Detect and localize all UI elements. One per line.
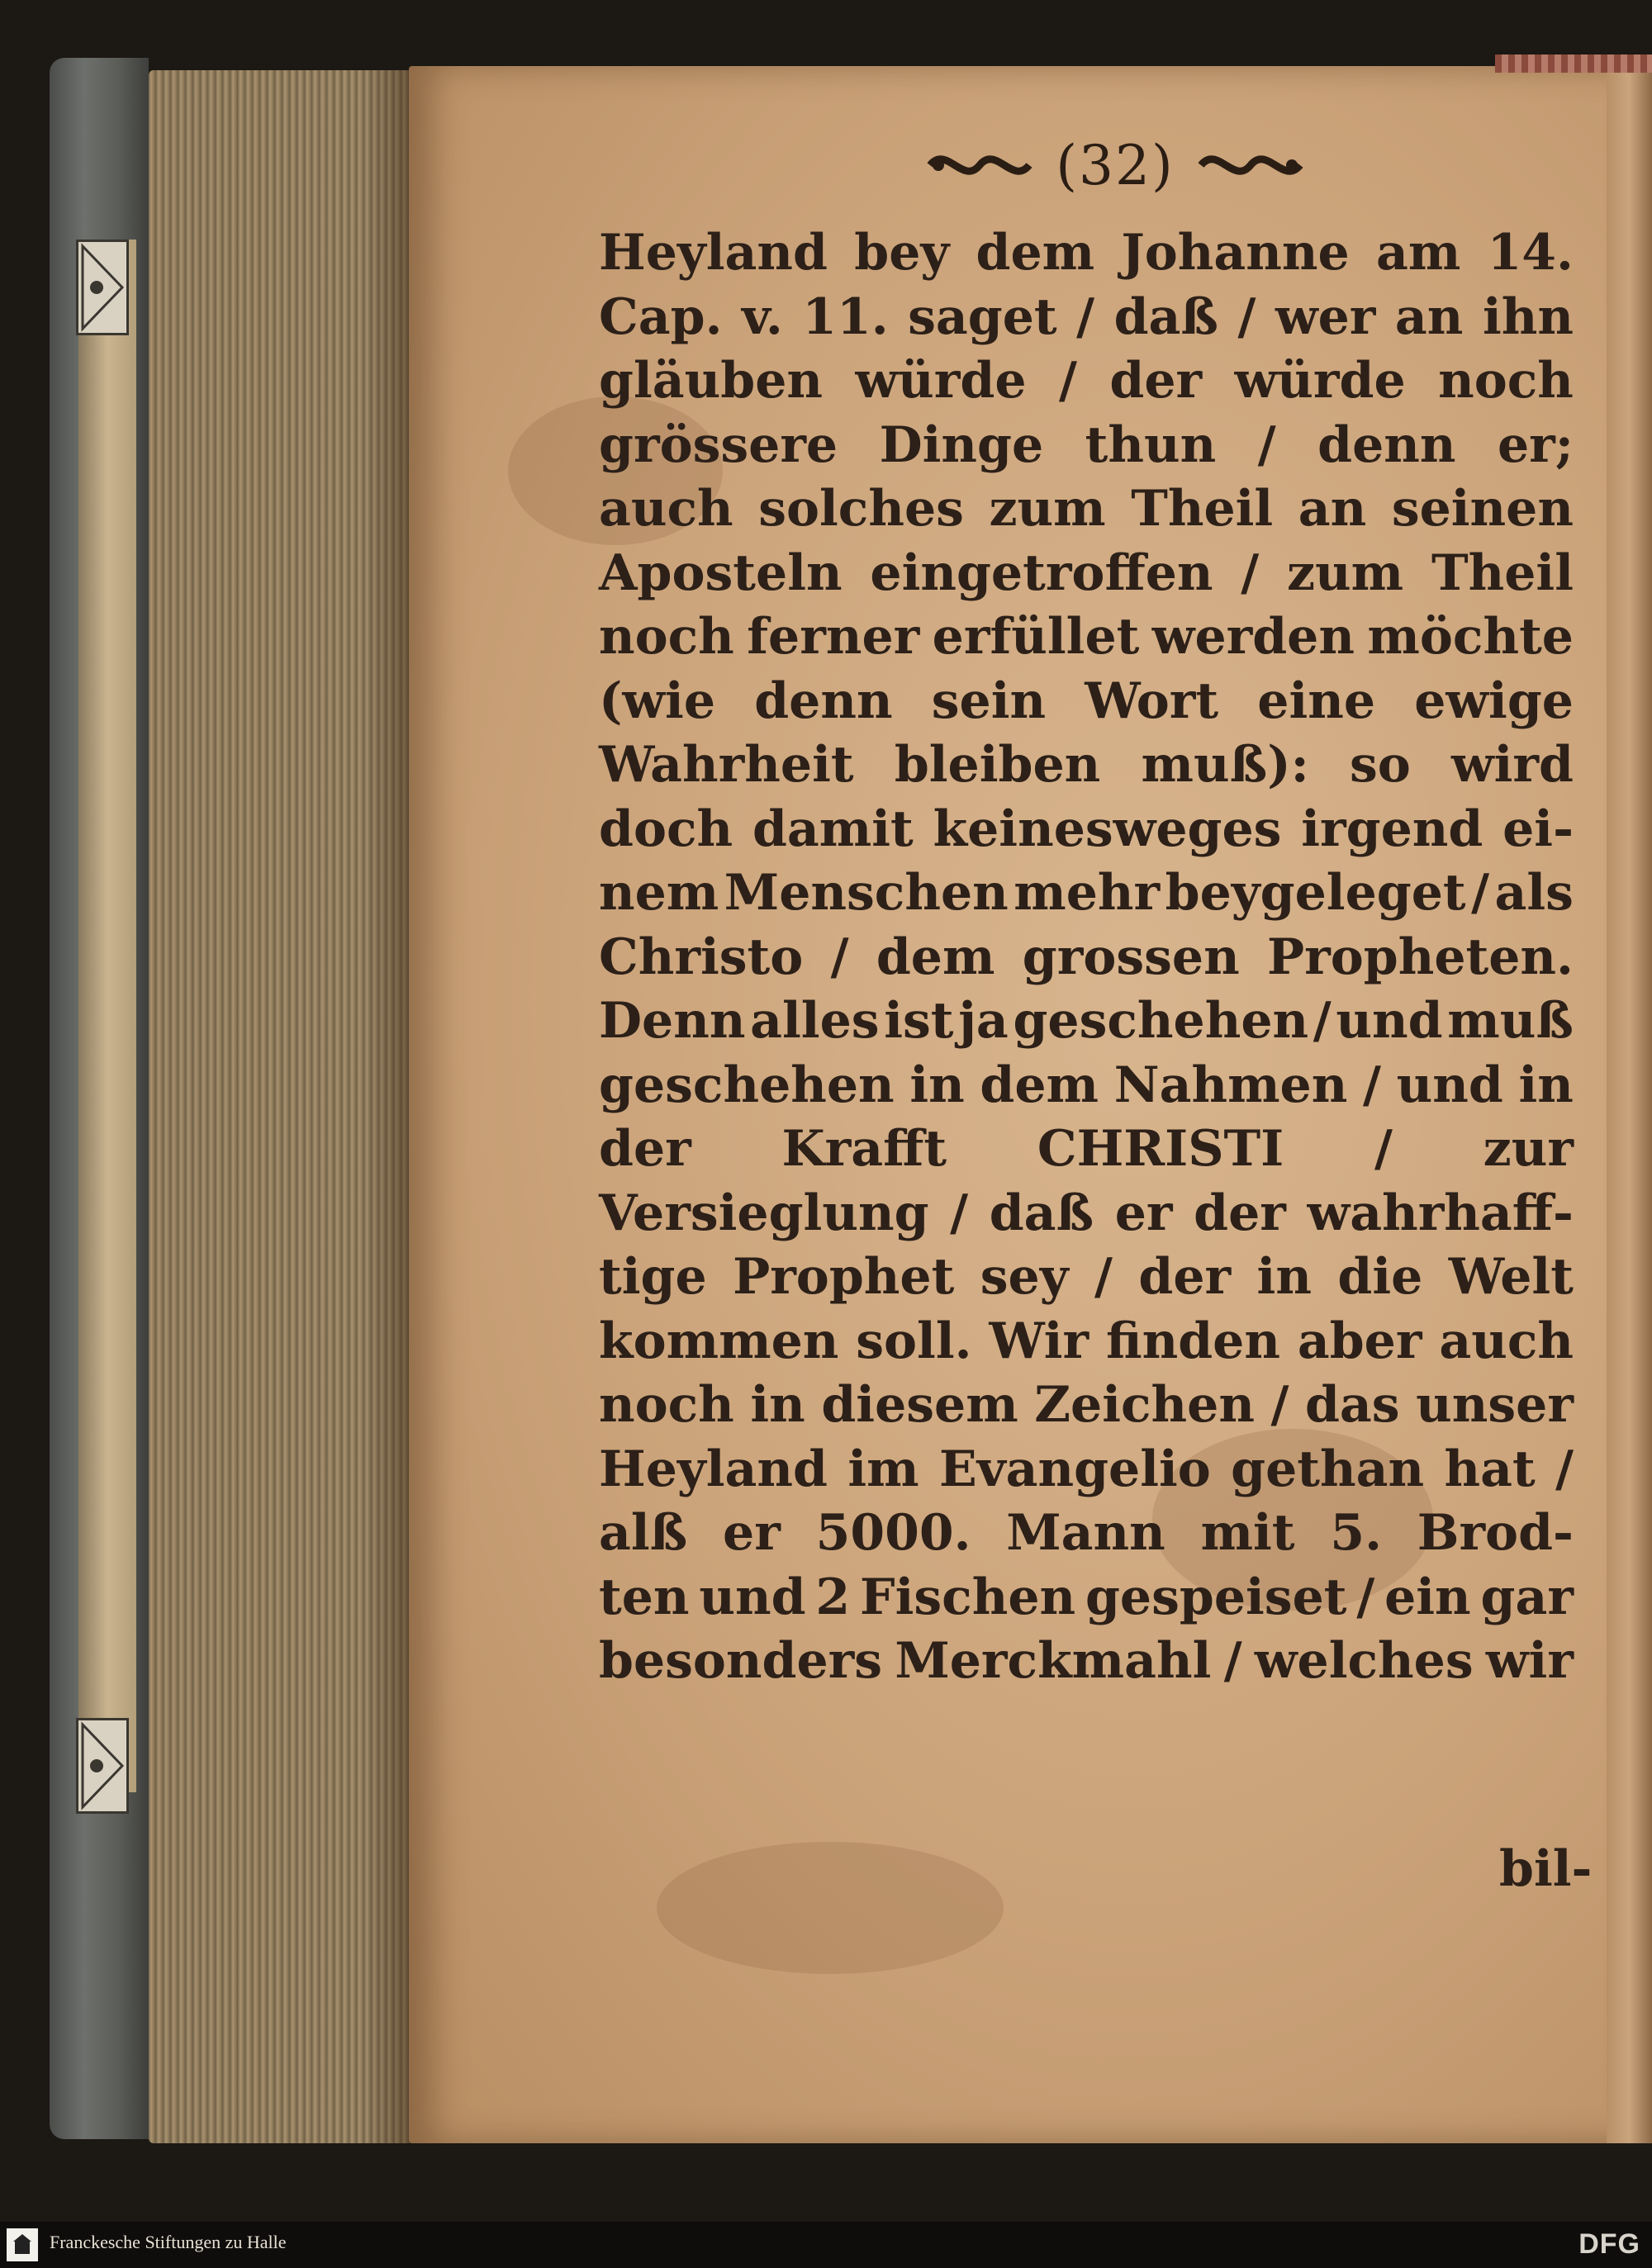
word: Prophet <box>733 1248 955 1306</box>
word: Theil <box>1131 480 1274 538</box>
word: muß): <box>1141 736 1309 794</box>
word: besonders <box>599 1632 883 1690</box>
word: diesem <box>821 1376 1018 1434</box>
word: keinesweges <box>933 799 1282 858</box>
word: eingetroffen <box>870 543 1213 602</box>
word: geschehen <box>1013 992 1309 1050</box>
word: 5000. <box>815 1504 971 1562</box>
word: 11. <box>802 287 889 346</box>
word: bey <box>854 224 950 282</box>
word: mehr <box>1014 864 1161 922</box>
word: sein <box>931 671 1047 730</box>
word: das <box>1304 1376 1400 1434</box>
word: gar <box>1480 1568 1574 1626</box>
word: aber <box>1297 1312 1422 1370</box>
word: beygeleget <box>1165 864 1466 922</box>
word: ihn <box>1482 287 1574 346</box>
word: solches <box>758 480 964 538</box>
word: er; <box>1498 415 1574 474</box>
word: im <box>847 1440 919 1498</box>
word: / <box>1374 1120 1393 1178</box>
word: würde <box>1234 352 1406 410</box>
word: / <box>1363 1056 1381 1114</box>
text-line <box>599 1117 1574 1182</box>
word: an <box>1394 287 1464 346</box>
text-line <box>599 926 1574 990</box>
word: Versieglung <box>599 1184 929 1242</box>
word: / <box>1237 287 1256 346</box>
word: Fischen <box>860 1568 1076 1626</box>
word: der <box>1109 352 1203 410</box>
word: dem <box>976 224 1095 282</box>
word: zur <box>1483 1120 1574 1178</box>
word: (wie <box>599 671 716 730</box>
word: finden <box>1105 1312 1280 1370</box>
word: wir <box>1485 1632 1574 1690</box>
word: / <box>1076 287 1095 346</box>
footer-bar <box>0 2222 1652 2268</box>
word: / <box>830 928 849 986</box>
word: möchte <box>1367 608 1574 666</box>
text-line <box>599 221 1574 286</box>
word: / <box>1241 543 1260 602</box>
text-line <box>599 414 1574 478</box>
word: / <box>1471 864 1490 922</box>
text-line <box>599 1502 1574 1566</box>
cover-spine-strip <box>78 240 136 1792</box>
word: in <box>1256 1248 1312 1306</box>
text-line <box>599 1246 1574 1310</box>
word: / <box>950 1184 969 1242</box>
word: ist <box>884 992 954 1050</box>
text-line <box>599 605 1574 670</box>
word: gläuben <box>599 352 823 410</box>
word: und <box>1396 1056 1503 1114</box>
word: als <box>1494 864 1574 922</box>
word: Wahrheit <box>599 736 854 794</box>
word: Heyland <box>599 224 828 282</box>
cover-ornament-icon <box>76 240 129 335</box>
word: Krafft <box>781 1120 947 1178</box>
word: Dinge <box>879 415 1044 474</box>
bookmark-ribbon <box>1495 55 1652 73</box>
text-line <box>599 1310 1574 1374</box>
page-header <box>826 124 1404 206</box>
word: der <box>599 1120 691 1178</box>
word: v. <box>742 287 783 346</box>
word: 2 <box>815 1568 851 1626</box>
word: alß <box>599 1504 688 1562</box>
word: nem <box>599 864 719 922</box>
word: Nahmen <box>1113 1056 1348 1114</box>
word: Aposteln <box>599 543 843 602</box>
word: Mann <box>1006 1504 1165 1562</box>
word: daß <box>1113 287 1219 346</box>
word: ja <box>958 992 1009 1050</box>
text-line <box>599 477 1574 542</box>
word: Christo <box>599 928 804 986</box>
word: noch <box>1438 352 1574 410</box>
ornament-left-icon <box>922 140 1037 190</box>
word: thun <box>1085 415 1217 474</box>
word: muß <box>1447 992 1574 1050</box>
word: unser <box>1416 1376 1574 1434</box>
text-line <box>599 1374 1574 1438</box>
word: Menschen <box>724 864 1009 922</box>
word: / <box>1058 352 1077 410</box>
word: in <box>750 1376 805 1434</box>
word: in <box>909 1056 965 1114</box>
word: sey <box>980 1248 1069 1306</box>
word: dem <box>980 1056 1099 1114</box>
word: wird <box>1450 736 1574 794</box>
word: welches <box>1254 1632 1474 1690</box>
word: hat <box>1444 1440 1536 1498</box>
word: geschehen <box>599 1056 895 1114</box>
text-line <box>599 861 1574 926</box>
word: 14. <box>1487 224 1574 282</box>
word: Propheten. <box>1267 928 1574 986</box>
word: irgend <box>1301 799 1483 858</box>
word: / <box>1094 1248 1113 1306</box>
word: / <box>1257 415 1276 474</box>
word: CHRISTI <box>1037 1120 1284 1178</box>
word: Theil <box>1431 543 1574 602</box>
word: bleiben <box>894 736 1101 794</box>
word: gethan <box>1231 1440 1425 1498</box>
text-line <box>599 989 1574 1054</box>
word: / <box>1555 1440 1574 1498</box>
word: grössere <box>599 415 838 474</box>
text-line <box>599 349 1574 414</box>
word: Brod- <box>1417 1504 1574 1562</box>
word: tige <box>599 1248 707 1306</box>
text-line <box>599 670 1574 734</box>
word: zum <box>989 480 1106 538</box>
word: der <box>1194 1184 1286 1242</box>
text-line <box>599 542 1574 606</box>
ornament-right-icon <box>1193 140 1308 190</box>
word: noch <box>599 608 734 666</box>
word: wer <box>1275 287 1376 346</box>
word: mit <box>1200 1504 1295 1562</box>
body-text <box>599 221 1574 1694</box>
word: alles <box>750 992 880 1050</box>
text-line <box>599 1566 1574 1630</box>
word: auch <box>1439 1312 1574 1370</box>
word: Denn <box>599 992 746 1050</box>
word: erfüllet <box>932 608 1140 666</box>
cover-ornament-icon <box>76 1718 129 1814</box>
word: Welt <box>1448 1248 1574 1306</box>
word: er <box>723 1504 781 1562</box>
word: Merckmahl <box>895 1632 1212 1690</box>
word: / <box>1270 1376 1289 1434</box>
word: ferner <box>747 608 920 666</box>
word: / <box>1223 1632 1242 1690</box>
word: auch <box>599 480 733 538</box>
word: ewige <box>1414 671 1574 730</box>
word: und <box>699 1568 806 1626</box>
word: wahrhaff- <box>1307 1184 1574 1242</box>
word: noch <box>599 1376 734 1434</box>
catchword: bil- <box>1499 1840 1593 1898</box>
word: grossen <box>1022 928 1240 986</box>
institution-name: Franckesche Stiftungen zu Halle <box>50 2232 287 2252</box>
word: die <box>1337 1248 1423 1306</box>
word: doch <box>599 799 733 858</box>
word: so <box>1349 736 1411 794</box>
word: 5. <box>1330 1504 1382 1562</box>
word: / <box>1313 992 1332 1050</box>
word: Johanne <box>1121 224 1350 282</box>
text-line <box>599 1438 1574 1502</box>
word: Wir <box>989 1312 1089 1370</box>
word: der <box>1138 1248 1232 1306</box>
word: Zeichen <box>1034 1376 1255 1434</box>
word: daß <box>989 1184 1094 1242</box>
page-right-edge <box>1607 66 1652 2143</box>
text-line <box>599 1630 1574 1694</box>
word: eine <box>1257 671 1376 730</box>
word: Wort <box>1085 671 1219 730</box>
text-line <box>599 286 1574 350</box>
word: Cap. <box>599 287 723 346</box>
text-line <box>599 798 1574 862</box>
word: würde <box>855 352 1027 410</box>
text-line <box>599 1182 1574 1246</box>
funder-logo: DFG <box>1578 2228 1640 2260</box>
word: zum <box>1286 543 1404 602</box>
word: und <box>1336 992 1443 1050</box>
word: werden <box>1151 608 1355 666</box>
institution-logo-icon <box>7 2228 38 2261</box>
word: er <box>1114 1184 1173 1242</box>
word: damit <box>752 799 914 858</box>
word: seinen <box>1391 480 1574 538</box>
word: soll. <box>856 1312 972 1370</box>
word: denn <box>1317 415 1456 474</box>
word: / <box>1356 1568 1375 1626</box>
text-line <box>599 733 1574 798</box>
word: in <box>1518 1056 1574 1114</box>
word: an <box>1298 480 1367 538</box>
word: ein <box>1384 1568 1471 1626</box>
word: ten <box>599 1568 690 1626</box>
word: Evangelio <box>938 1440 1211 1498</box>
page-number: (32) <box>1056 133 1175 197</box>
text-line <box>599 1054 1574 1118</box>
word: Heyland <box>599 1440 828 1498</box>
word: dem <box>876 928 995 986</box>
word: denn <box>754 671 893 730</box>
word: ei- <box>1502 799 1574 858</box>
word: gespeiset <box>1085 1568 1347 1626</box>
word: am <box>1375 224 1461 282</box>
word: kommen <box>599 1312 839 1370</box>
word: saget <box>908 287 1057 346</box>
